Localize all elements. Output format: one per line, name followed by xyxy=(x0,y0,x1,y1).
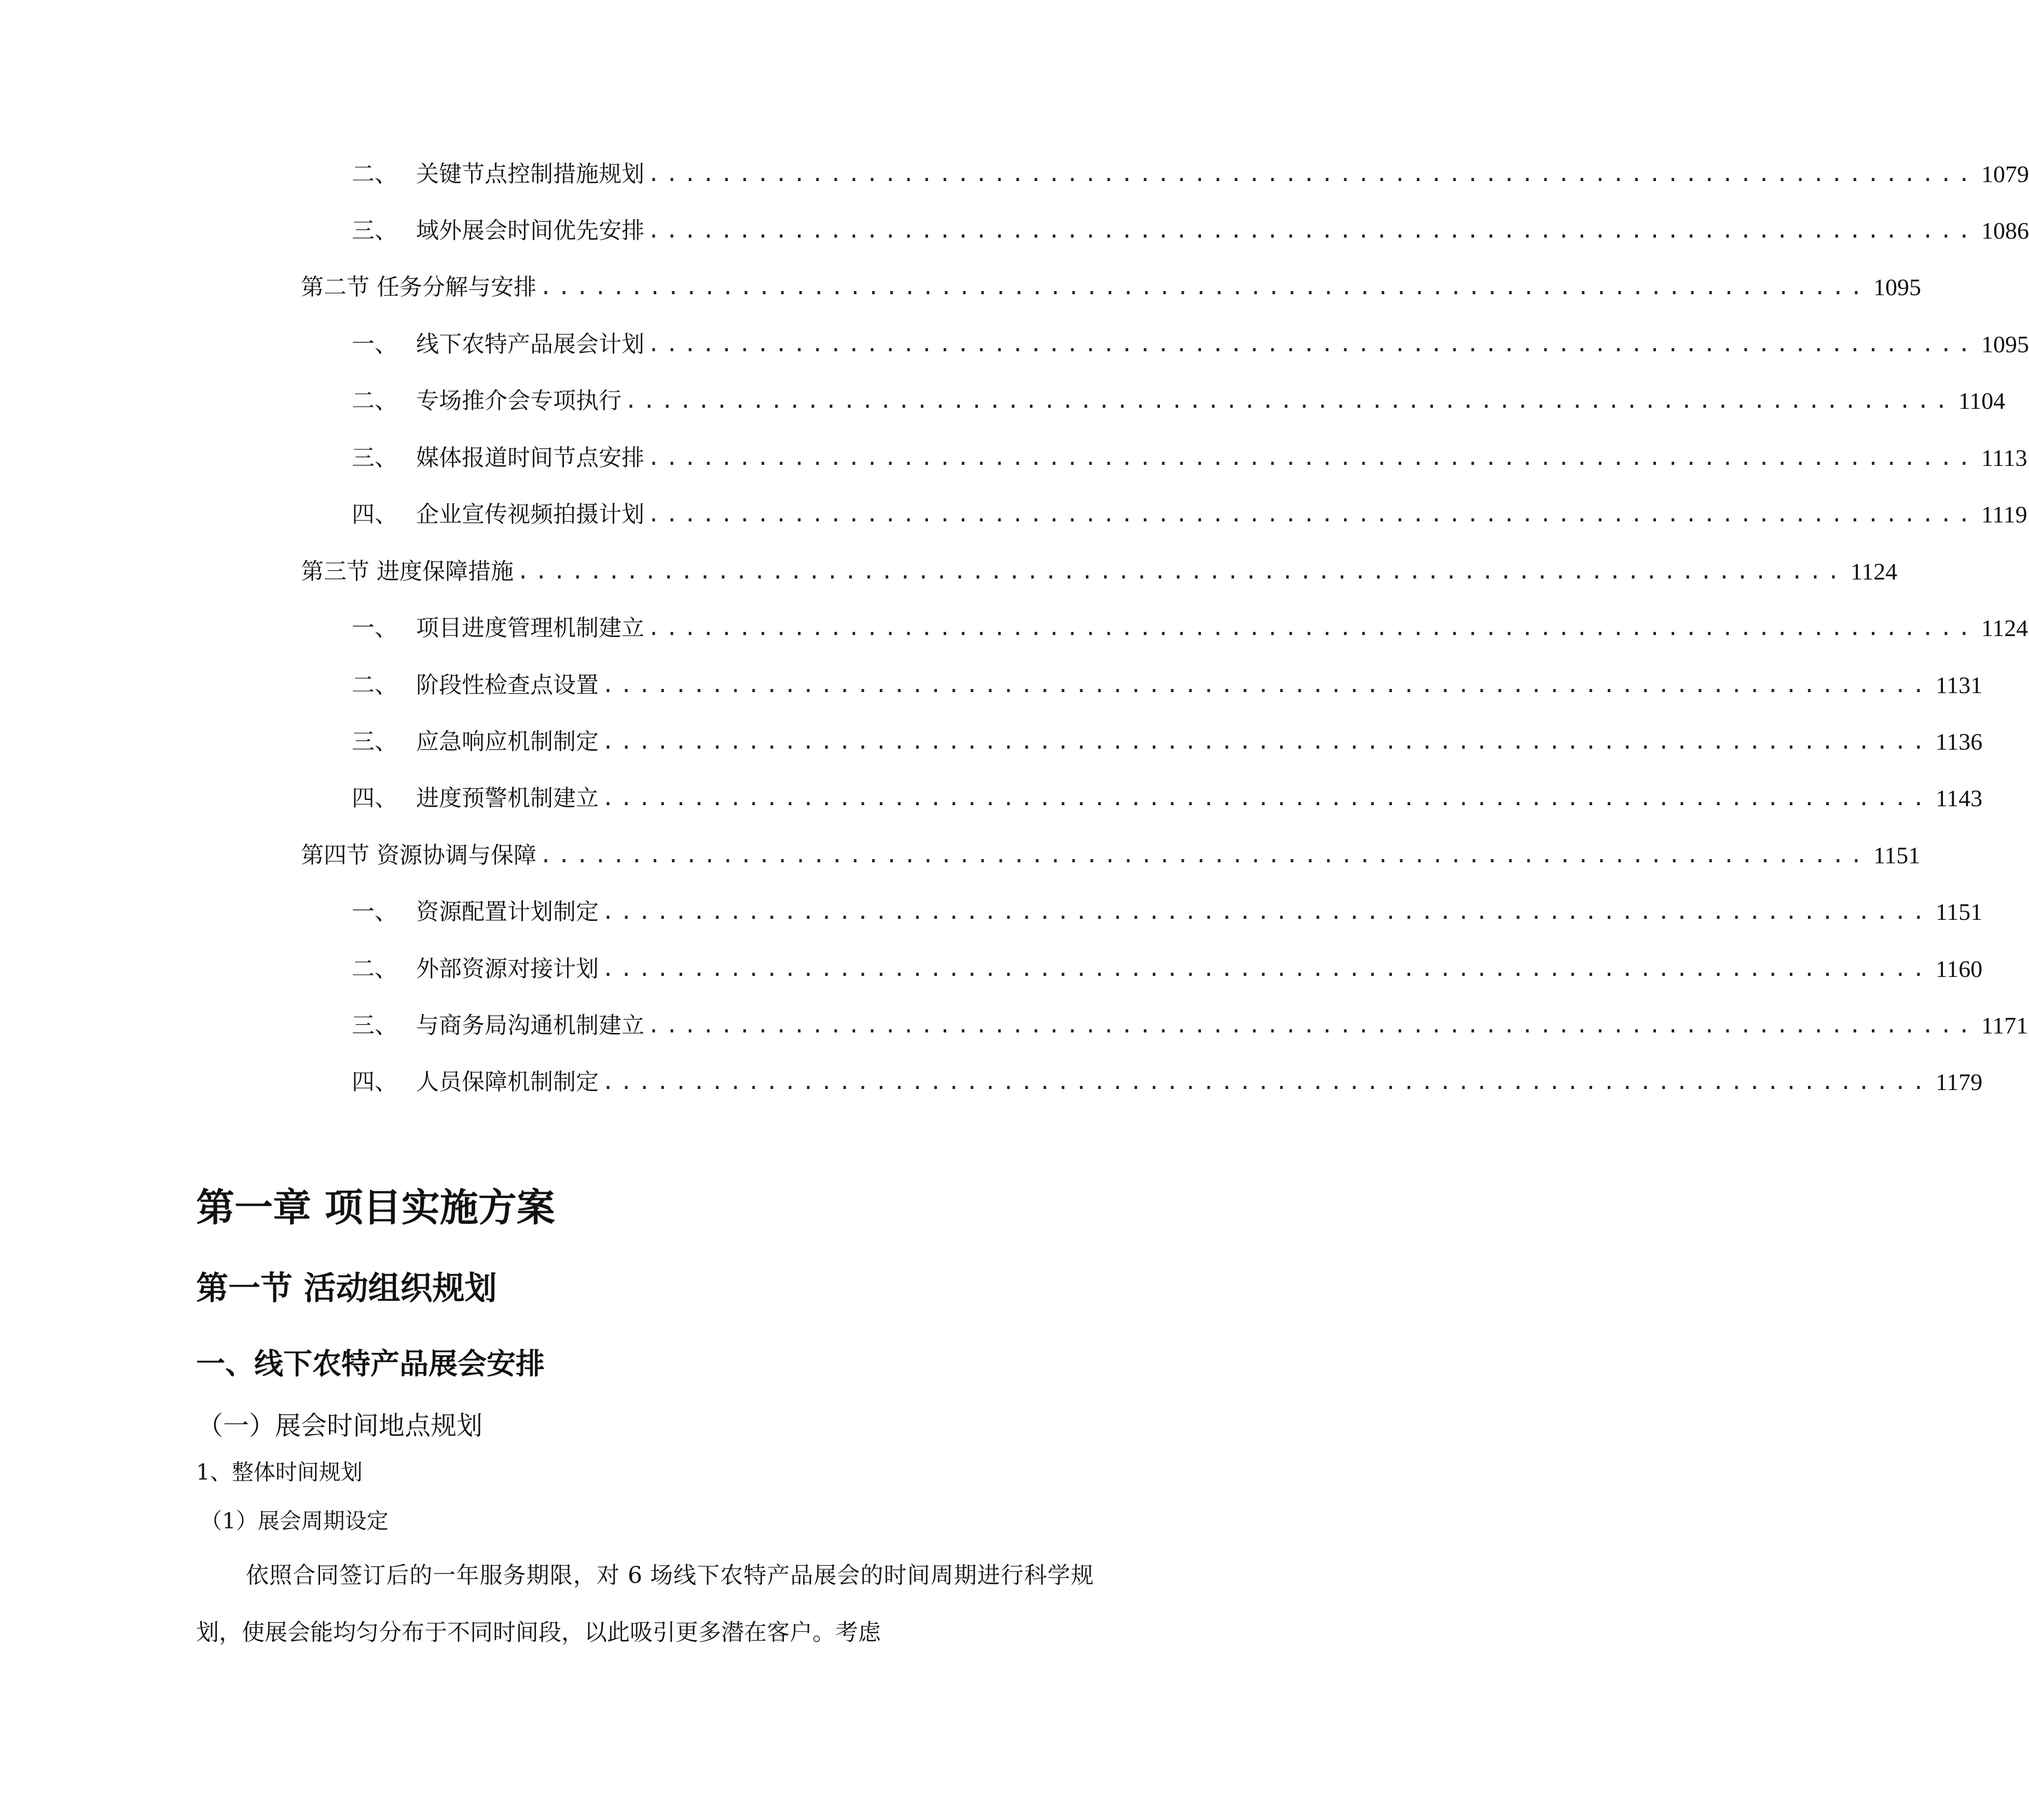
toc-entry-number: 一、 xyxy=(352,615,397,641)
toc-entry-page: 1113 xyxy=(1981,445,2027,471)
toc-dot-leader: ......................................................................... xyxy=(647,616,1976,640)
toc-dot-leader: ......................................................................... xyxy=(647,162,1976,186)
toc-entry-number: 四、 xyxy=(352,1069,397,1095)
toc-section-entry[interactable] xyxy=(301,555,1898,588)
toc-dot-leader: ......................................................................... xyxy=(602,1070,1930,1094)
toc-entry-label: 线下农特产品展会计划 xyxy=(416,331,644,357)
toc-dot-leader: ......................................................................... xyxy=(517,560,1845,584)
toc-entry-label: 进度预警机制建立 xyxy=(416,785,599,811)
toc-entry-label: 关键节点控制措施规划 xyxy=(416,161,644,187)
toc-entry-label: 应急响应机制制定 xyxy=(416,728,599,755)
toc-entry-number: 二、 xyxy=(352,388,397,414)
toc-entry-page: 1086 xyxy=(1981,217,2029,244)
toc-entry-number: 二、 xyxy=(352,672,397,698)
toc-entry-label: 第四节 资源协调与保障 xyxy=(301,842,536,868)
toc-entry[interactable] xyxy=(352,669,1983,702)
toc-entry-number: 二、 xyxy=(352,161,397,187)
toc-entry-label: 人员保障机制制定 xyxy=(416,1069,599,1095)
toc-entry[interactable] xyxy=(352,782,1983,815)
toc-section-entry[interactable] xyxy=(301,271,1921,304)
toc-entry[interactable] xyxy=(352,442,2027,475)
toc-dot-leader: ......................................................................... xyxy=(647,1014,1976,1038)
toc-entry-page: 1179 xyxy=(1936,1069,1983,1095)
toc-entry-page: 1136 xyxy=(1936,728,1983,755)
toc-dot-leader: ......................................................................... xyxy=(540,844,1868,867)
toc-entry-page: 1095 xyxy=(1873,274,1921,300)
toc-entry[interactable] xyxy=(352,498,2027,531)
toc-entry[interactable] xyxy=(352,1009,2028,1042)
toc-entry[interactable] xyxy=(352,895,1983,929)
toc-entry-page: 1124 xyxy=(1851,558,1898,585)
toc-entry-number: 一、 xyxy=(352,899,397,925)
heading-level-5: 1、整体时间规划 xyxy=(196,1459,363,1485)
section-title: 第一节 活动组织规划 xyxy=(196,1269,497,1307)
body-paragraph: 依照合同签订后的一年服务期限，对 6 场线下农特产品展会的时间周期进行科学规划，使展会能均匀分布于不同时间段，以此吸引更多潜在客户。考虑 xyxy=(196,1562,1094,1646)
toc-entry-number: 四、 xyxy=(352,785,397,811)
toc-entry-page: 1151 xyxy=(1873,842,1921,868)
toc-entry-label: 外部资源对接计划 xyxy=(416,956,599,982)
toc-dot-leader: ......................................................................... xyxy=(540,275,1868,299)
toc-entry-label: 域外展会时间优先安排 xyxy=(416,217,644,244)
toc-entry-label: 与商务局沟通机制建立 xyxy=(416,1012,644,1039)
toc-dot-leader: ......................................................................... xyxy=(647,446,1976,470)
toc-entry-page: 1143 xyxy=(1936,785,1983,811)
toc-dot-leader: ......................................................................... xyxy=(602,730,1930,754)
toc-entry-label: 阶段性检查点设置 xyxy=(416,672,599,698)
toc-entry-page: 1079 xyxy=(1981,161,2029,187)
toc-entry-label: 第三节 进度保障措施 xyxy=(301,558,514,585)
toc-dot-leader: ......................................................................... xyxy=(602,787,1930,810)
toc-entry[interactable] xyxy=(352,158,2029,191)
toc-entry-number: 二、 xyxy=(352,956,397,982)
toc-entry-page: 1119 xyxy=(1981,501,2027,528)
toc-entry-number: 三、 xyxy=(352,445,397,471)
toc-entry-page: 1104 xyxy=(1958,388,2006,414)
heading-level-4: （一）展会时间地点规划 xyxy=(197,1411,482,1441)
toc-entry-page: 1160 xyxy=(1936,956,1983,982)
toc-entry[interactable] xyxy=(352,725,1983,759)
subsection-title: 一、线下农特产品展会安排 xyxy=(196,1347,545,1381)
toc-dot-leader: ......................................................................... xyxy=(647,503,1976,527)
toc-entry-page: 1124 xyxy=(1981,615,2028,641)
toc-entry-page: 1171 xyxy=(1981,1012,2028,1039)
toc-entry-label: 媒体报道时间节点安排 xyxy=(416,445,644,471)
toc-entry[interactable] xyxy=(352,1066,1983,1099)
toc-entry[interactable] xyxy=(352,384,2006,418)
toc-entry-number: 三、 xyxy=(352,1012,397,1039)
toc-entry[interactable] xyxy=(352,953,1983,986)
toc-entry-label: 专场推介会专项执行 xyxy=(416,388,622,414)
toc-entry-label: 企业宣传视频拍摄计划 xyxy=(416,501,644,528)
toc-entry-label: 第二节 任务分解与安排 xyxy=(301,274,536,300)
toc-entry-label: 项目进度管理机制建立 xyxy=(416,615,644,641)
chapter-title: 第一章 项目实施方案 xyxy=(196,1185,555,1230)
toc-entry-number: 四、 xyxy=(352,501,397,528)
toc-entry-number: 三、 xyxy=(352,728,397,755)
toc-dot-leader: ......................................................................... xyxy=(625,389,1953,413)
toc-dot-leader: ......................................................................... xyxy=(647,219,1976,243)
heading-level-6: （1）展会周期设定 xyxy=(200,1508,389,1534)
toc-entry-label: 资源配置计划制定 xyxy=(416,899,599,925)
toc-entry[interactable] xyxy=(352,214,2029,247)
toc-dot-leader: ......................................................................... xyxy=(647,333,1976,356)
toc-section-entry[interactable] xyxy=(301,839,1921,872)
toc-entry-number: 一、 xyxy=(352,331,397,357)
toc-entry[interactable] xyxy=(352,612,2028,645)
toc-dot-leader: ......................................................................... xyxy=(602,900,1930,924)
toc-entry-page: 1095 xyxy=(1981,331,2029,357)
toc-entry[interactable] xyxy=(352,328,2029,361)
toc-entry-number: 三、 xyxy=(352,217,397,244)
toc-entry-page: 1131 xyxy=(1936,672,1983,698)
toc-dot-leader: ......................................................................... xyxy=(602,957,1930,981)
toc-entry-page: 1151 xyxy=(1936,899,1983,925)
toc-dot-leader: ......................................................................... xyxy=(602,673,1930,697)
